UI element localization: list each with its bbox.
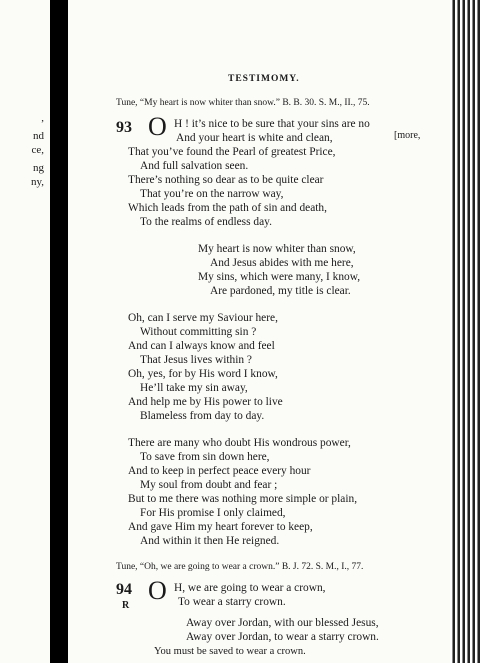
hymn-93-chorus-line: Are pardoned, my title is clear. — [210, 285, 351, 297]
hymn-93-tune: Tune, “My heart is now whiter than snow.” B. B. 30. S. M., II., 75. — [116, 98, 370, 108]
hymn-94-dropcap: O — [148, 576, 167, 605]
facing-page-fragment: ny, — [30, 176, 44, 188]
hymn-93-chorus-line: My heart is now whiter than snow, — [198, 243, 356, 255]
hymn-93-chorus-line: My sins, which were many, I know, — [198, 271, 361, 283]
hymn-93-line: There’s nothing so dear as to be quite clear — [128, 174, 324, 186]
hymn-93-verse3-line: There are many who doubt His wondrous power, — [128, 437, 351, 449]
book-edge — [450, 0, 480, 663]
hymn-93-verse2-line: Oh, yes, for by His word I know, — [128, 368, 278, 380]
hymn-93-verse3-line: For His promise I only claimed, — [140, 507, 286, 519]
hymn-93-verse2-line: And help me by His power to live — [128, 396, 283, 408]
hymn-93-verse3-line: And gave Him my heart forever to keep, — [128, 521, 313, 533]
hymn-93-verse2-line: And can I always know and feel — [128, 340, 275, 352]
hymn-93-line: And full salvation seen. — [140, 160, 249, 172]
facing-page-fragment: nd — [33, 130, 44, 142]
hymn-94-chorus-line: Away over Jordan, to wear a starry crown. — [186, 631, 379, 643]
facing-page-fragment: ng — [33, 162, 44, 174]
facing-page-fragment: ce, — [31, 144, 44, 156]
hymn-93-verse2-line: Oh, can I serve my Saviour here, — [128, 312, 278, 324]
hymn-93-line: To the realms of endless day. — [140, 216, 272, 228]
hymn-93-verse3-line: And within it then He reigned. — [140, 535, 280, 547]
hymn-93-verse2-line: Without committing sin ? — [140, 326, 257, 338]
hymn-93-verse2-line: That Jesus lives within ? — [140, 354, 252, 366]
hymn-94-chorus-line: Away over Jordan, with our blessed Jesus, — [186, 617, 379, 629]
hymn-93-line: H ! it’s nice to be sure that your sins are no — [174, 118, 370, 130]
facing-page-fragment: , — [41, 112, 44, 124]
hymn-94-mark: R — [122, 600, 130, 611]
hymn-93-line-runover: [more, — [394, 130, 421, 141]
hymn-94-tune: Tune, “Oh, we are going to wear a crown.” B. J. 72. S. M., I., 77. — [116, 562, 364, 572]
page-header: TESTIMOMY. — [228, 74, 300, 84]
hymn-94-line: H, we are going to wear a crown, — [174, 582, 326, 594]
hymn-93-verse3-line: And to keep in perfect peace every hour — [128, 465, 311, 477]
hymn-93-verse3-line: To save from sin down here, — [140, 451, 270, 463]
hymn-93-chorus-line: And Jesus abides with me here, — [210, 257, 354, 269]
hymn-93-verse2-line: Blameless from day to day. — [140, 410, 265, 422]
hymn-page — [68, 0, 450, 663]
hymn-93-dropcap: O — [148, 112, 167, 141]
hymn-94-line: To wear a starry crown. — [178, 596, 286, 608]
hymn-93-line: And your heart is white and clean, — [176, 132, 333, 144]
hymn-93-verse3-line: But to me there was nothing more simple or plain, — [128, 493, 358, 505]
hymn-93-verse3-line: My soul from doubt and fear ; — [140, 479, 278, 491]
hymn-93-line: That you’ve found the Pearl of greatest Price, — [128, 146, 336, 158]
hymn-93-line: Which leads from the path of sin and death, — [128, 202, 327, 214]
hymn-93-number: 93 — [116, 119, 132, 136]
hymn-94-number: 94 — [116, 581, 132, 598]
hymn-93-line: That you’re on the narrow way, — [140, 188, 284, 200]
hymn-93-verse2-line: He’ll take my sin away, — [140, 382, 248, 394]
facing-page-edge — [0, 0, 50, 663]
hymn-94-closing: You must be saved to wear a crown. — [154, 646, 306, 657]
